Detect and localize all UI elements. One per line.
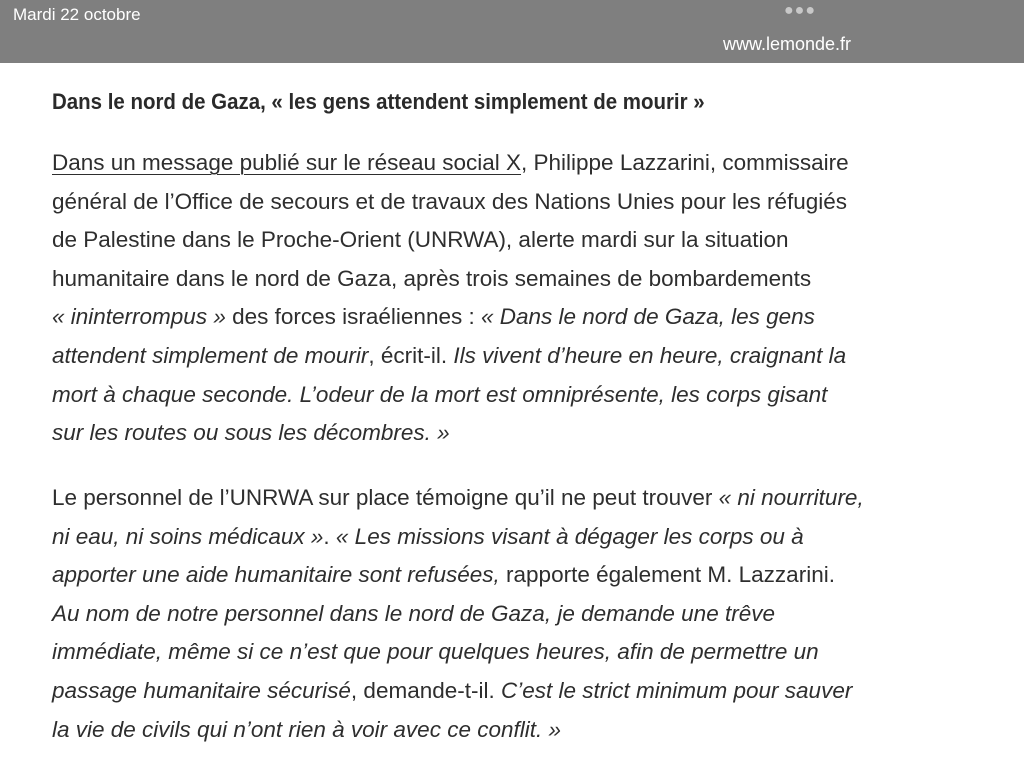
text-line	[52, 556, 864, 595]
body-text: , écrit-il.	[368, 342, 454, 368]
text-line	[52, 595, 864, 634]
quote-text: apporter une aide humanitaire sont refusées,	[52, 562, 500, 588]
quote-text: immédiate, même si ce n’est que pour quelques heures, afin de permettre un	[52, 639, 819, 665]
text-line	[52, 298, 849, 337]
article-paragraph	[52, 144, 849, 453]
article-title: Dans le nord de Gaza, « les gens attendent simplement de mourir »	[52, 89, 705, 114]
quote-text: attendent simplement de mourir	[52, 342, 369, 368]
text-line	[52, 672, 864, 711]
body-text: humanitaire dans le nord de Gaza, après trois semaines de bombardements	[52, 265, 812, 291]
body-text: des forces israéliennes :	[225, 304, 481, 330]
article-link[interactable]: Dans un message publié sur le réseau social X	[52, 150, 522, 175]
quote-text: ni eau, ni soins médicaux »	[52, 523, 324, 549]
quote-text: « ni nourriture,	[718, 485, 864, 510]
text-line	[52, 183, 849, 222]
text-line	[52, 221, 849, 260]
status-bar	[0, 0, 1024, 63]
text-line	[52, 414, 849, 453]
text-line	[52, 144, 849, 183]
quote-text: Ils vivent d’heure en heure, craignant la	[453, 342, 847, 368]
text-line	[52, 337, 849, 376]
quote-text: « ininterrompus »	[52, 304, 226, 330]
text-line	[52, 518, 864, 557]
quote-text: C’est le strict minimum pour sauver	[500, 677, 853, 703]
quote-text: « Dans le nord de Gaza, les gens	[480, 304, 815, 330]
quote-text: sur les routes ou sous les décombres. »	[52, 420, 450, 446]
article-paragraph	[52, 479, 864, 749]
url-label[interactable]: www.lemonde.fr	[723, 34, 852, 54]
body-text: , Philippe Lazzarini, commissaire	[521, 150, 849, 175]
quote-text: passage humanitaire sécurisé	[52, 677, 351, 703]
text-line	[52, 479, 864, 518]
more-dots-icon[interactable]: ●●●	[784, 2, 816, 19]
body-text: rapporte également M. Lazzarini.	[499, 562, 835, 588]
quote-text: Au nom de notre personnel dans le nord de Gaza, je demande une trêve	[52, 600, 775, 626]
quote-text: la vie de civils qui n’ont rien à voir avec ce conflit. »	[52, 716, 561, 742]
body-text: général de l’Office de secours et de travaux des Nations Unies pour les réfugiés	[52, 188, 848, 214]
body-text: , demande-t-il.	[350, 677, 501, 703]
body-text: de Palestine dans le Proche-Orient (UNRWA), alerte mardi sur la situation	[52, 227, 789, 253]
text-line	[52, 376, 849, 415]
quote-text: « Les missions visant à dégager les corps ou à	[335, 523, 804, 549]
body-text: Le personnel de l’UNRWA sur place témoigne qu’il ne peut trouver	[52, 485, 719, 510]
text-line	[52, 711, 864, 750]
date-label: Mardi 22 octobre	[13, 5, 141, 24]
quote-text: mort à chaque seconde. L’odeur de la mort est omniprésente, les corps gisant	[52, 381, 828, 407]
text-line	[52, 260, 849, 299]
text-line	[52, 633, 864, 672]
body-text: .	[323, 523, 336, 549]
